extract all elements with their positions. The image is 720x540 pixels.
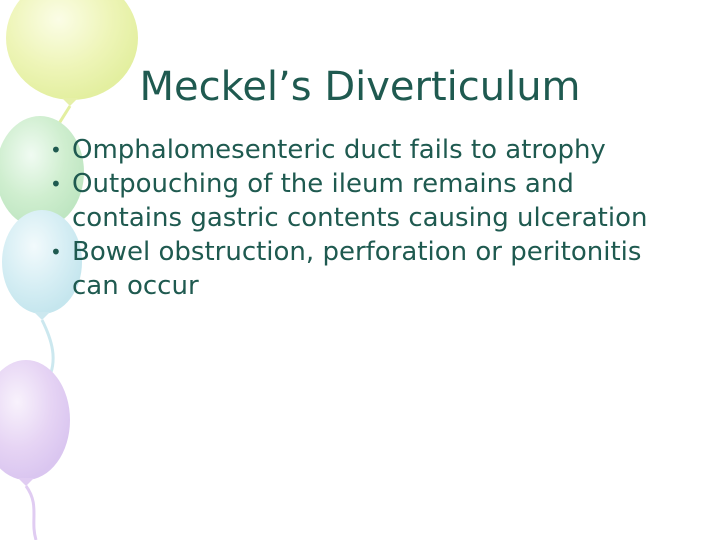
bullet-marker: •: [50, 138, 62, 162]
bullet-text: Omphalomesenteric duct fails to atrophy: [72, 135, 606, 165]
bullet-item: [48, 235, 688, 303]
bullet-item: [48, 133, 688, 167]
bullet-item: [48, 167, 688, 235]
purple-balloon: [0, 360, 70, 540]
bullet-marker: •: [50, 240, 62, 264]
bullet-list: [48, 133, 688, 303]
bullet-text: Outpouching of the ileum remains and contains gastric contents causing ulceration: [72, 169, 648, 233]
slide-title: Meckel’s Diverticulum: [139, 64, 581, 110]
bullet-text: Bowel obstruction, perforation or peritonitis can occur: [72, 237, 642, 301]
bullet-marker: •: [50, 172, 62, 196]
